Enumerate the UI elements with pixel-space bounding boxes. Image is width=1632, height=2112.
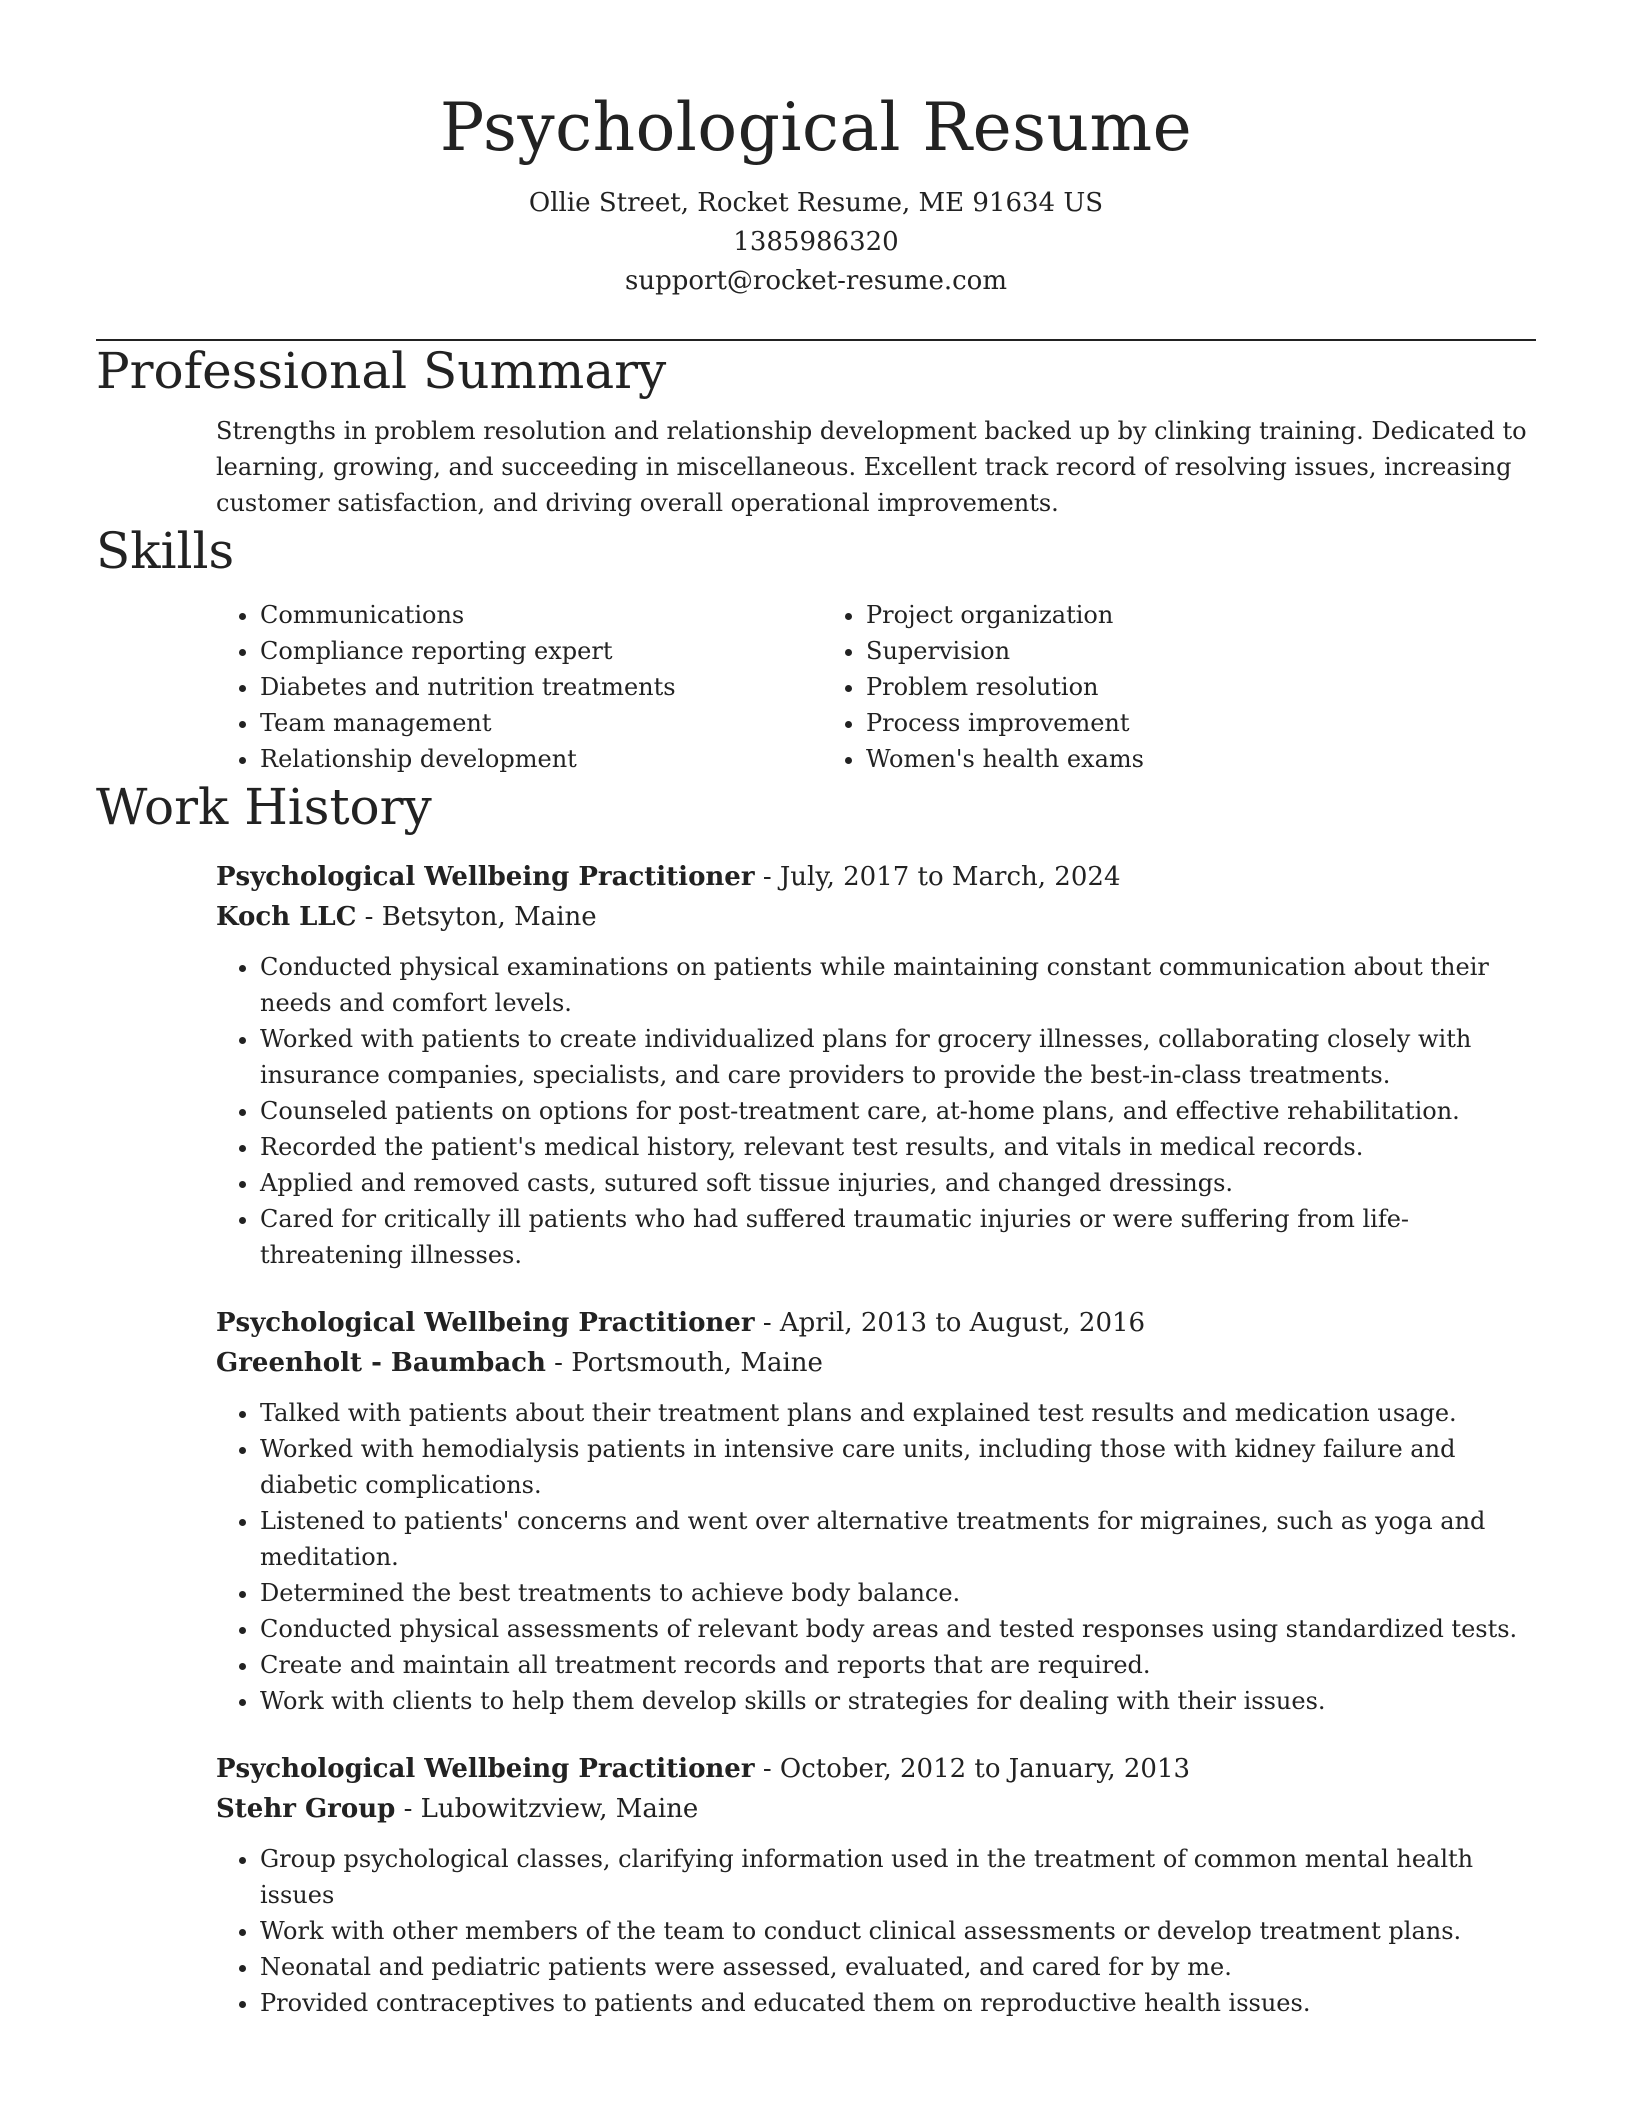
contact-email: support@rocket-resume.com [624, 266, 1007, 296]
job-dates: - April, 2013 to August, 2016 [754, 1308, 1146, 1338]
job-title: Psychological Wellbeing Practitioner [216, 862, 755, 892]
contact-block [96, 184, 1536, 301]
job-bullet: • Neonatal and pediatric patients were assessed, evaluated, and cared for by me. [260, 1949, 1536, 1985]
job-title: Psychological Wellbeing Practitioner [216, 1754, 755, 1784]
job-dates: - October, 2012 to January, 2013 [754, 1754, 1191, 1784]
job-title-line [216, 1303, 1536, 1343]
skill-item: • Diabetes and nutrition treatments [260, 669, 822, 705]
job-entry-2 [216, 1303, 1536, 1719]
job-bullet: • Create and maintain all treatment records and reports that are required. [260, 1647, 1536, 1683]
job-employer: Greenholt - Baumbach [216, 1348, 546, 1378]
skills-section [96, 521, 1536, 777]
job-employer-line [216, 897, 1536, 937]
job-dates: - July, 2017 to March, 2024 [754, 862, 1121, 892]
job-employer: Stehr Group [216, 1794, 396, 1824]
job-location: - Portsmouth, Maine [545, 1348, 823, 1378]
job-bullets [216, 949, 1536, 1273]
skill-item: • Process improvement [866, 705, 1144, 741]
skill-item: • Team management [260, 705, 822, 741]
job-title: Psychological Wellbeing Practitioner [216, 1308, 755, 1338]
work-history-section [96, 777, 1536, 2021]
contact-phone: 1385986320 [733, 227, 899, 257]
job-bullet: • Cared for critically ill patients who had suffered traumatic injuries or were suffering from life-threatening illnesses. [260, 1201, 1536, 1273]
job-bullet: • Work with clients to help them develop skills or strategies for dealing with their issues. [260, 1683, 1536, 1719]
job-title-line [216, 1749, 1536, 1789]
job-bullet: • Applied and removed casts, sutured soft tissue injuries, and changed dressings. [260, 1165, 1536, 1201]
job-entry-1 [216, 857, 1536, 1273]
skill-item: • Women's health exams [866, 741, 1144, 777]
summary-section [96, 341, 1536, 521]
job-bullet: • Counseled patients on options for post-treatment care, at-home plans, and effective rehabilitation. [260, 1093, 1536, 1129]
job-bullet: • Worked with hemodialysis patients in intensive care units, including those with kidney failure and diabetic complications. [260, 1431, 1536, 1503]
job-bullets [216, 1841, 1536, 2021]
job-bullet: • Talked with patients about their treatment plans and explained test results and medication usage. [260, 1395, 1536, 1431]
skill-item: • Relationship development [260, 741, 822, 777]
job-bullet: • Conducted physical examinations on patients while maintaining constant communication about their needs and comfort levels. [260, 949, 1536, 1021]
job-location: - Betsyton, Maine [356, 902, 597, 932]
skills-grid [216, 597, 1536, 777]
job-bullets [216, 1395, 1536, 1719]
skill-item: • Project organization [866, 597, 1144, 633]
skills-heading: Skills [96, 522, 235, 580]
skill-item: • Supervision [866, 633, 1144, 669]
contact-address: Ollie Street, Rocket Resume, ME 91634 US [528, 188, 1104, 218]
work-history-heading: Work History [96, 778, 432, 836]
skills-column-left [216, 597, 822, 777]
resume-name: Psychological Resume [439, 89, 1193, 166]
job-employer-line [216, 1343, 1536, 1383]
job-bullet: • Work with other members of the team to conduct clinical assessments or develop treatment plans. [260, 1913, 1536, 1949]
resume-header [96, 88, 1536, 301]
job-employer-line [216, 1789, 1536, 1829]
job-bullet: • Listened to patients' concerns and went over alternative treatments for migraines, such as yoga and meditation. [260, 1503, 1536, 1575]
skills-column-right [822, 597, 1144, 777]
job-bullet: • Determined the best treatments to achieve body balance. [260, 1575, 1536, 1611]
job-bullet: • Group psychological classes, clarifying information used in the treatment of common mental health issues [260, 1841, 1536, 1913]
summary-heading: Professional Summary [96, 342, 667, 400]
skill-item: • Communications [260, 597, 822, 633]
job-entry-3 [216, 1749, 1536, 2021]
job-employer: Koch LLC [216, 902, 357, 932]
summary-text: Strengths in problem resolution and relationship development backed up by clinking training. Dedicated to learning, growing, and succeeding in miscellaneous. Excellent track record of resolving issues, increasing customer satisfaction, and driving overall operational improvements. [216, 417, 1527, 517]
job-bullet: • Recorded the patient's medical history, relevant test results, and vitals in medical records. [260, 1129, 1536, 1165]
job-bullet: • Conducted physical assessments of relevant body areas and tested responses using standardized tests. [260, 1611, 1536, 1647]
skill-item: • Compliance reporting expert [260, 633, 822, 669]
job-bullet: • Worked with patients to create individualized plans for grocery illnesses, collaborating closely with insurance companies, specialists, and care providers to provide the best-in-class treatments. [260, 1021, 1536, 1093]
job-bullet: • Provided contraceptives to patients and educated them on reproductive health issues. [260, 1985, 1536, 2021]
job-location: - Lubowitzview, Maine [395, 1794, 699, 1824]
skill-item: • Problem resolution [866, 669, 1144, 705]
job-title-line [216, 857, 1536, 897]
